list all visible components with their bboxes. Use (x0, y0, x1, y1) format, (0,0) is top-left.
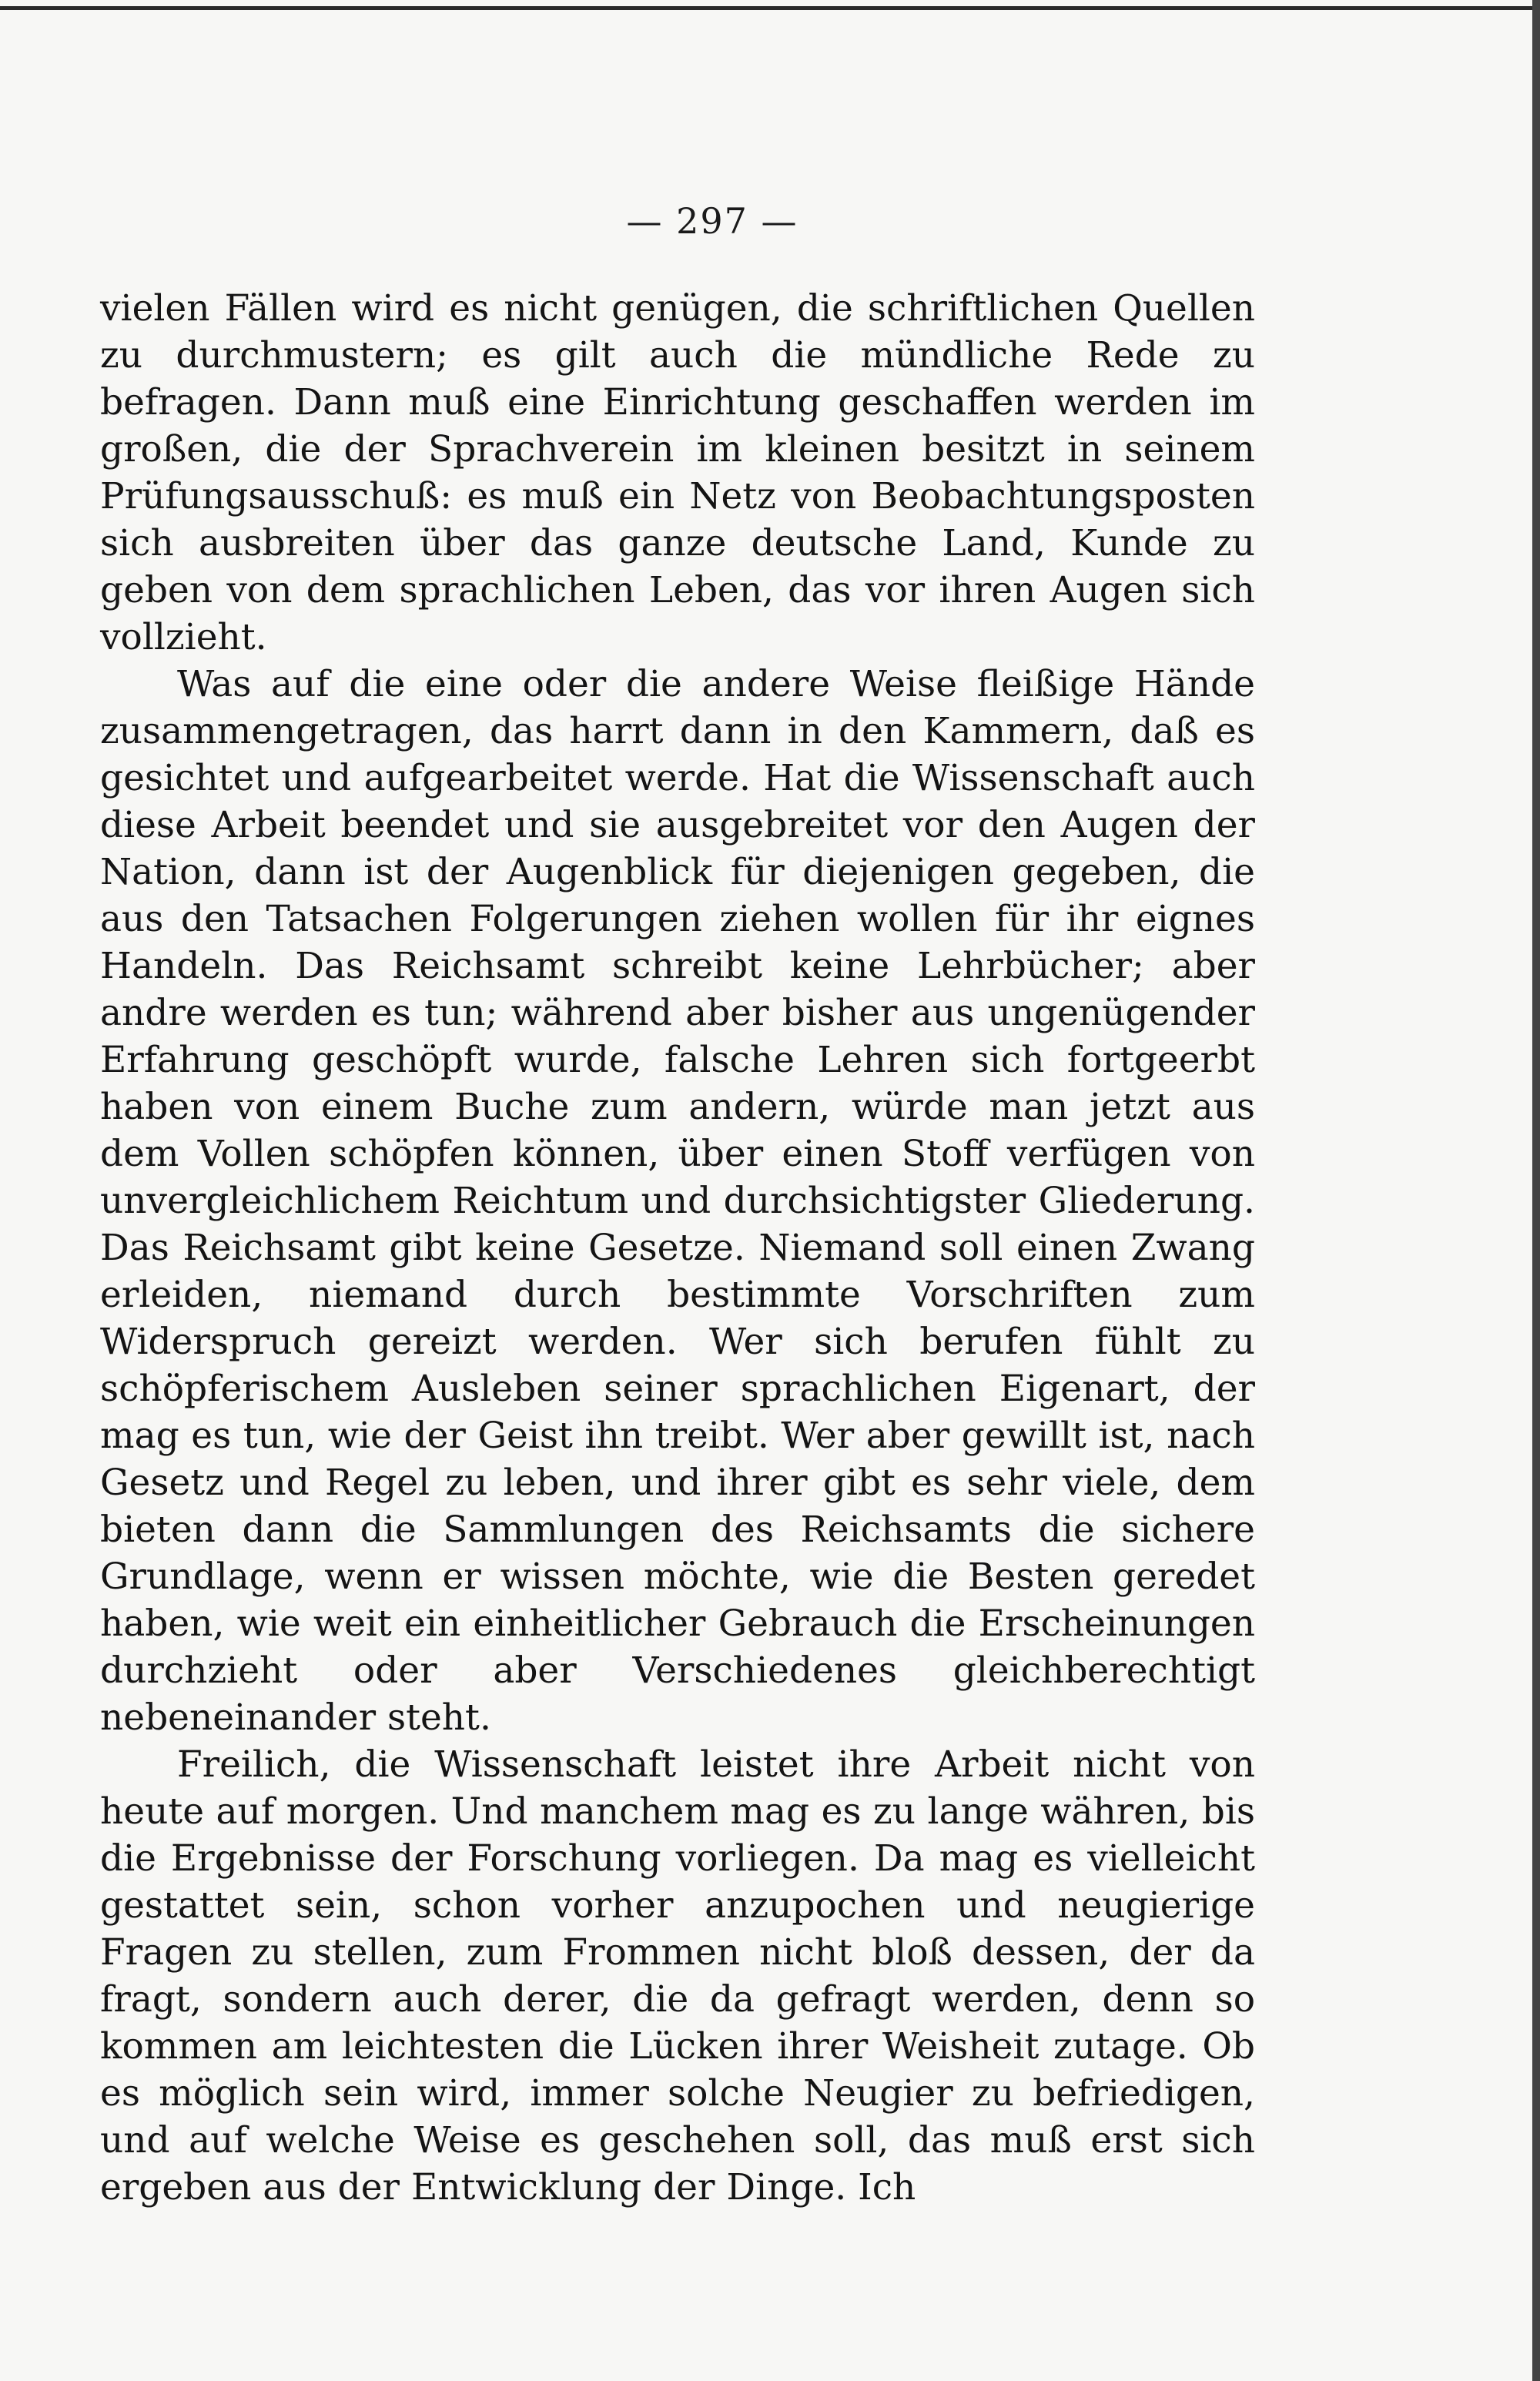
body-text (100, 285, 1255, 2211)
page-number: — 297 — (626, 200, 798, 242)
paragraph-1: vielen Fällen wird es nicht genügen, die schriftlichen Quellen zu durchmustern; es gilt auch die mündliche Rede zu befragen. Dann muß eine Einrichtung geschaffen werden im großen, die der Sprachverein im kleinen besitzt in seinem Prüfungsausschuß: es muß ein Netz von Beobachtungsposten sich ausbreiten über das ganze deutsche Land, Kunde zu geben von dem sprachlichen Leben, das vor ihren Augen sich vollzieht. (100, 287, 1255, 658)
paragraph-3: Freilich, die Wissenschaft leistet ihre Arbeit nicht von heute auf morgen. Und manchem mag es zu lange währen, bis die Ergebnisse der Forschung vorliegen. Da mag es vielleicht gestattet sein, schon vorher anzupochen und neugierige Fragen zu stellen, zum Frommen nicht bloß dessen, der da fragt, sondern auch derer, die da gefragt werden, denn so kommen am leichtesten die Lücken ihrer Weisheit zutage. Ob es möglich sein wird, immer solche Neugier zu befriedigen, und auf welche Weise es geschehen soll, das muß erst sich ergeben aus der Entwicklung der Dinge. Ich (100, 1743, 1255, 2209)
top-edge-rule (0, 6, 1540, 10)
right-page-edge (1532, 0, 1540, 2381)
paragraph-2: Was auf die eine oder die andere Weise fleißige Hände zusammengetragen, das harrt dann in den Kammern, daß es gesichtet und aufgearbeitet werde. Hat die Wissenschaft auch diese Arbeit beendet und sie ausgebreitet vor den Augen der Nation, dann ist der Augenblick für diejenigen gegeben, die aus den Tatsachen Folgerungen ziehen wollen für ihr eignes Handeln. Das Reichsamt schreibt keine Lehrbücher; aber andre werden es tun; während aber bisher aus ungenügender Erfahrung geschöpft wurde, falsche Lehren sich fortgeerbt haben von einem Buche zum andern, würde man jetzt aus dem Vollen schöpfen können, über einen Stoff verfügen von unvergleichlichem Reichtum und durchsichtigster Gliederung. Das Reichsamt gibt keine Gesetze. Niemand soll einen Zwang erleiden, niemand durch bestimmte Vorschriften zum Widerspruch gereizt werden. Wer sich berufen fühlt zu schöpferischem Ausleben seiner sprachlichen Eigenart, der mag es tun, wie der Geist ihn treibt. Wer aber gewillt ist, nach Gesetz und Regel zu leben, und ihrer gibt es sehr viele, dem bieten dann die Sammlungen des Reichsamts die sichere Grundlage, wenn er wissen möchte, wie die Besten geredet haben, wie weit ein einheitlicher Gebrauch die Erscheinungen durchzieht oder aber Verschiedenes gleichberechtigt nebeneinander steht. (100, 663, 1255, 1739)
